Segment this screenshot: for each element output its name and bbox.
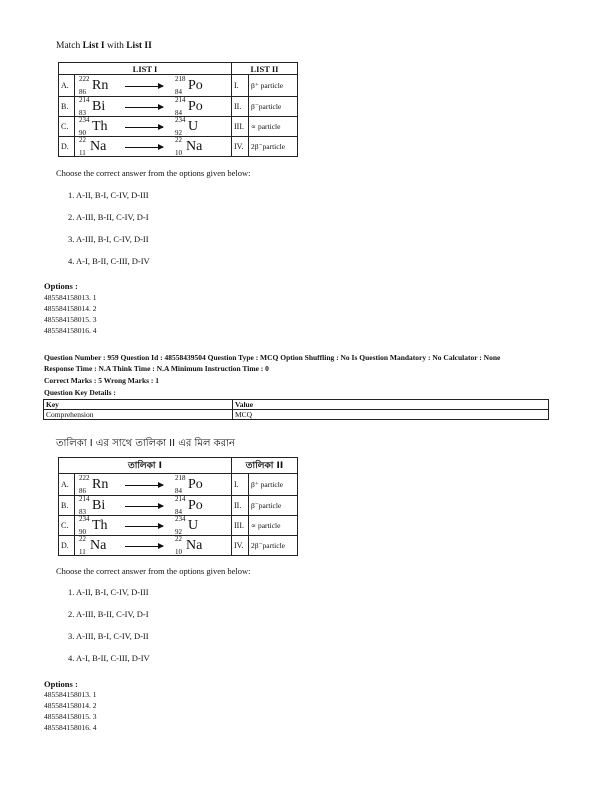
reaction — [75, 117, 232, 137]
question-meta-line1: Question Number : 959 Question Id : 48558439504 Question Type : MCQ Option Shuffling : No Is Question Mandatory : No Calculator : None — [44, 353, 501, 362]
arrow-icon — [125, 107, 163, 108]
parent-nucleus: 214 83 Bi — [79, 495, 106, 516]
choice-1: 1. A-II, B-I, C-IV, D-III — [68, 587, 149, 597]
table-row — [59, 474, 298, 496]
arrow-icon — [125, 127, 163, 128]
parent-nucleus: 214 83 Bi — [79, 96, 106, 117]
daughter-nucleus: 218 84 Po — [175, 75, 203, 96]
list2-particle: β⁻particle — [249, 496, 298, 516]
list2-particle: ∝ particle — [249, 117, 298, 137]
reaction — [75, 516, 232, 536]
option-id-4: 485584158016. 4 — [44, 326, 97, 335]
title-text: with — [104, 41, 127, 51]
arrow-icon — [125, 86, 163, 87]
option-id-2: 485584158014. 2 — [44, 304, 97, 313]
reaction — [75, 137, 232, 157]
list2-number: III. — [232, 117, 249, 137]
reaction — [75, 75, 232, 97]
question-title — [56, 41, 152, 51]
match-table-bengali — [58, 457, 298, 556]
daughter-nucleus: 214 84 Po — [175, 495, 203, 516]
parent-nucleus: 22 11 Na — [79, 136, 107, 157]
list2-number: IV. — [232, 137, 249, 157]
list2-header: তালিকা II — [232, 458, 298, 474]
choice-2: 2. A-III, B-II, C-IV, D-I — [68, 212, 149, 222]
marks-line: Correct Marks : 5 Wrong Marks : 1 — [44, 376, 160, 385]
list2-number: III. — [232, 516, 249, 536]
parent-nucleus: 234 90 Th — [79, 116, 108, 137]
row-label: C. — [59, 117, 75, 137]
row-label: B. — [59, 97, 75, 117]
table-row — [59, 516, 298, 536]
table-row — [59, 117, 298, 137]
arrow-icon — [125, 485, 163, 486]
key-cell: Comprehension — [44, 410, 233, 420]
list2-number: II. — [232, 97, 249, 117]
question-title-bengali: তালিকা I এর সাথে তালিকা II এর মিল করান — [56, 438, 235, 449]
option-id-2: 485584158014. 2 — [44, 701, 97, 710]
key-value-table — [43, 399, 549, 420]
parent-nucleus: 222 86 Rn — [79, 474, 109, 495]
list2-particle: 2β⁻particle — [249, 137, 298, 157]
table-row — [59, 496, 298, 516]
daughter-nucleus: 234 92 U — [175, 515, 199, 536]
title-list2: List II — [126, 41, 152, 51]
daughter-nucleus: 214 84 Po — [175, 96, 203, 117]
parent-nucleus: 22 11 Na — [79, 535, 107, 556]
question-meta-line2: Response Time : N.A Think Time : N.A Minimum Instruction Time : 0 — [44, 364, 269, 373]
list1-header: তালিকা I — [59, 458, 232, 474]
choice-2: 2. A-III, B-II, C-IV, D-I — [68, 609, 149, 619]
title-text: Match — [56, 41, 83, 51]
choice-3: 3. A-III, B-I, C-IV, D-II — [68, 234, 149, 244]
option-id-3: 485584158015. 3 — [44, 712, 97, 721]
title-list1: List I — [82, 41, 105, 51]
arrow-icon — [125, 506, 163, 507]
key-header: Key — [44, 400, 233, 410]
table-row — [59, 97, 298, 117]
parent-nucleus: 234 90 Th — [79, 515, 108, 536]
option-id-3: 485584158015. 3 — [44, 315, 97, 324]
reaction — [75, 496, 232, 516]
row-label: A. — [59, 474, 75, 496]
options-heading: Options : — [44, 679, 78, 689]
list2-particle: 2β⁻particle — [249, 536, 298, 556]
options-heading: Options : — [44, 281, 78, 291]
row-label: B. — [59, 496, 75, 516]
list2-number: I. — [232, 474, 249, 496]
reaction — [75, 97, 232, 117]
daughter-nucleus: 22 10 Na — [175, 535, 203, 556]
value-cell: MCQ — [233, 410, 549, 420]
reaction — [75, 474, 232, 496]
daughter-nucleus: 22 10 Na — [175, 136, 203, 157]
parent-nucleus: 222 86 Rn — [79, 75, 109, 96]
arrow-icon — [125, 526, 163, 527]
choice-4: 4. A-I, B-II, C-III, D-IV — [68, 256, 150, 266]
option-id-1: 485584158013. 1 — [44, 690, 97, 699]
daughter-nucleus: 218 84 Po — [175, 474, 203, 495]
list2-number: IV. — [232, 536, 249, 556]
row-label: D. — [59, 536, 75, 556]
row-label: D. — [59, 137, 75, 157]
match-table — [58, 62, 298, 157]
choice-3: 3. A-III, B-I, C-IV, D-II — [68, 631, 149, 641]
arrow-icon — [125, 147, 163, 148]
list2-number: II. — [232, 496, 249, 516]
list2-particle: β⁺ particle — [249, 474, 298, 496]
list2-number: I. — [232, 75, 249, 97]
daughter-nucleus: 234 92 U — [175, 116, 199, 137]
row-label: C. — [59, 516, 75, 536]
list2-particle: β⁻particle — [249, 97, 298, 117]
list2-header: LIST II — [232, 63, 298, 75]
list2-particle: ∝ particle — [249, 516, 298, 536]
option-id-4: 485584158016. 4 — [44, 723, 97, 732]
list1-header: LIST I — [59, 63, 232, 75]
list2-particle: β⁺ particle — [249, 75, 298, 97]
reaction — [75, 536, 232, 556]
instruction-text: Choose the correct answer from the options given below: — [56, 566, 251, 576]
key-details-label: Question Key Details : — [44, 388, 116, 397]
table-row — [59, 137, 298, 157]
instruction-text: Choose the correct answer from the options given below: — [56, 168, 251, 178]
row-label: A. — [59, 75, 75, 97]
table-row — [59, 536, 298, 556]
arrow-icon — [125, 546, 163, 547]
option-id-1: 485584158013. 1 — [44, 293, 97, 302]
table-row — [59, 75, 298, 97]
value-header: Value — [233, 400, 549, 410]
choice-4: 4. A-I, B-II, C-III, D-IV — [68, 653, 150, 663]
choice-1: 1. A-II, B-I, C-IV, D-III — [68, 190, 149, 200]
